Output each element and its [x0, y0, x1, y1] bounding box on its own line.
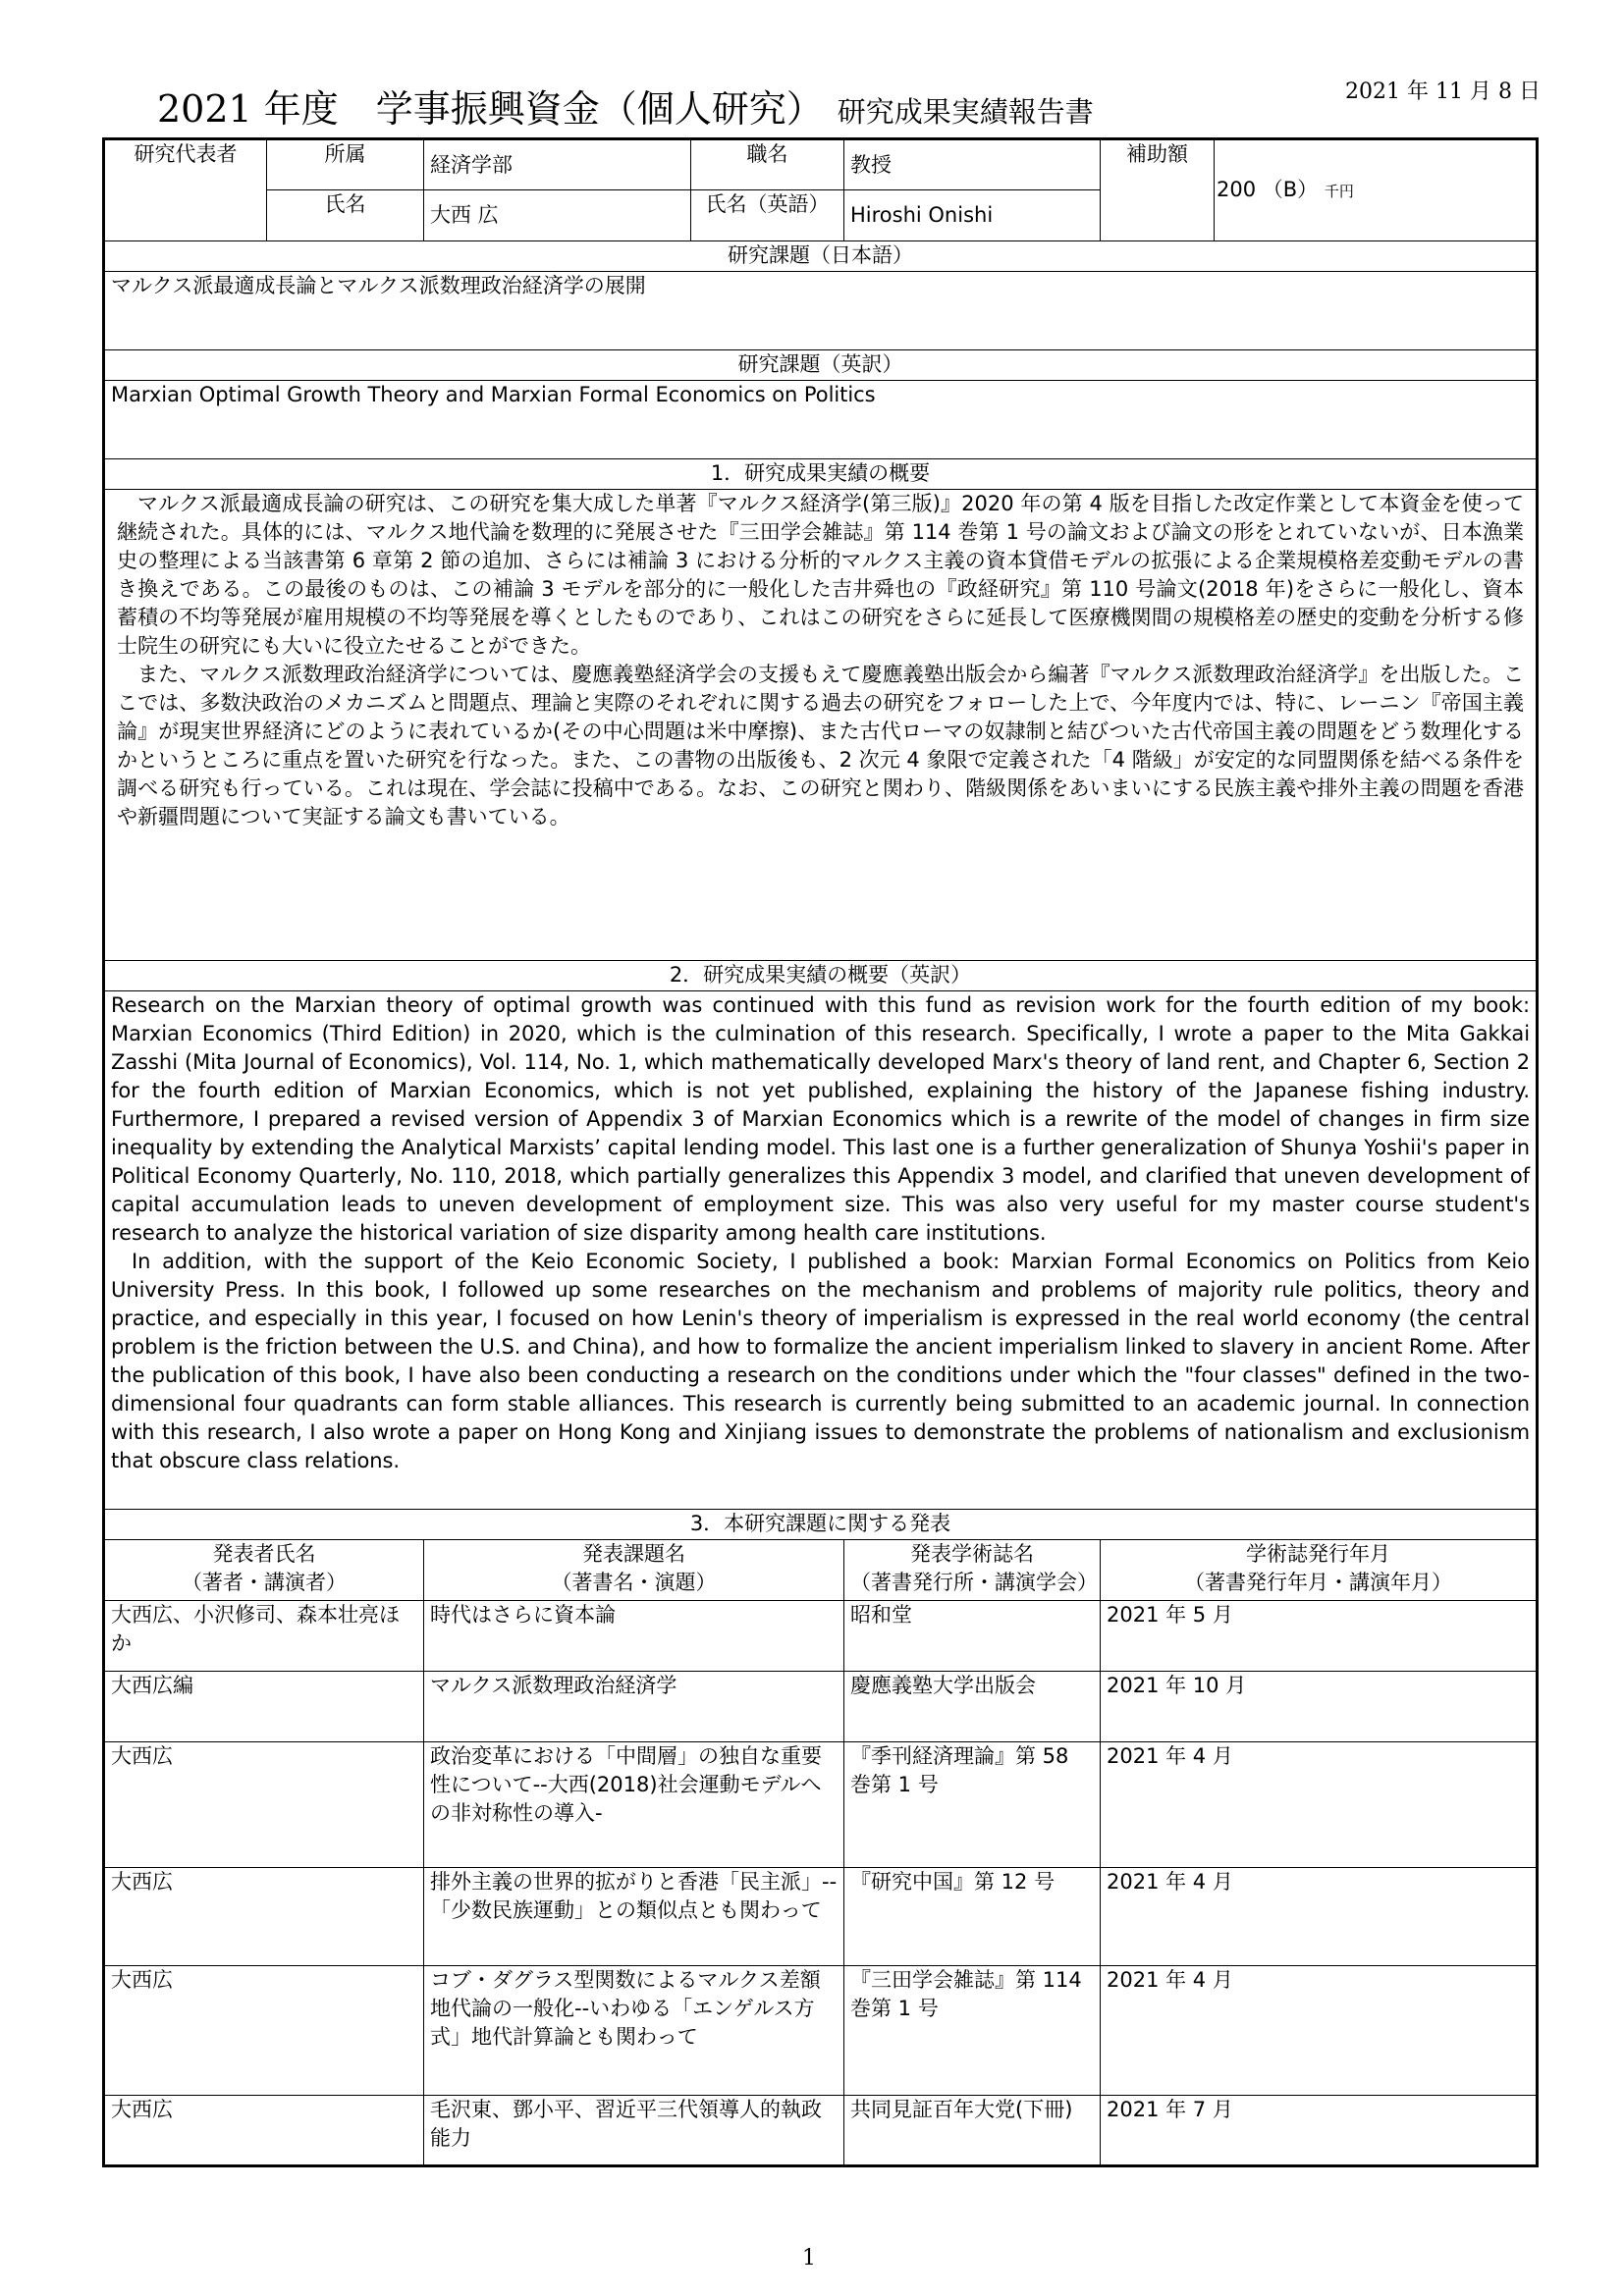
table-row — [104, 1966, 1538, 2096]
row-title: コブ・ダグラス型関数によるマルクス差額地代論の一般化--いわゆる「エンゲルス方式」地代計算論とも関わって — [424, 1966, 844, 2096]
row-author: 大西広 — [104, 1966, 424, 2096]
report-table — [102, 137, 1539, 2167]
row-publisher: 慶應義塾大学出版会 — [844, 1672, 1101, 1742]
report-date: 2021 年 11 月 8 日 — [1345, 80, 1541, 104]
summary-ja-header: 1．研究成果実績の概要 — [104, 459, 1538, 490]
topic-ja-text: マルクス派最適成長論とマルクス派数理政治経済学の展開 — [104, 272, 1538, 350]
row-publisher: 『季刊経済理論』第 58 巻第 1 号 — [844, 1742, 1101, 1868]
row-date: 2021 年 4 月 — [1101, 1966, 1538, 2096]
row-title: 時代はさらに資本論 — [424, 1601, 844, 1672]
row-date: 2021 年 4 月 — [1101, 1868, 1538, 1966]
row-title: マルクス派数理政治経済学 — [424, 1672, 844, 1742]
name-label: 氏名 — [267, 190, 424, 241]
row-publisher: 『研究中国』第 12 号 — [844, 1868, 1101, 1966]
position-label: 職名 — [691, 139, 844, 190]
name-en-value: Hiroshi Onishi — [844, 190, 1101, 241]
row-title: 排外主義の世界的拡がりと香港「民主派」--「少数民族運動」との類似点とも関わって — [424, 1868, 844, 1966]
summary-ja-paragraph-1: マルクス派最適成長論の研究は、この研究を集大成した単著『マルクス経済学(第三版)』2020 年の第 4 版を目指した改定作業として本資金を使って継続された。具体的には、マルクス地代論を数理的に発展させた『三田学会雑誌』第 114 巻第 1 号の論文および論文の形をとれていないが、日本漁業史の整理による当該書第 6 章第 2 節の追加、さらには補論 3 における分析的マルクス主義の資本貸借モデルの拡張による企業規模格差変動モデルの書き換えである。この最後のものは、この補論 3 モデルを部分的に一般化した吉井舜也の『政経研究』第 110 号論文(2018 年)をさらに一般化し、資本蓄積の不均等発展が雇用規模の不均等発展を導くとしたものであり、これはこの研究をさらに延長して医療機関間の規模格差の歴史的変動を分析する修士院生の研究にも大いに役立たせることができた。 — [117, 492, 1525, 658]
name-en-label: 氏名（英語） — [691, 190, 844, 241]
row-date: 2021 年 4 月 — [1101, 1742, 1538, 1868]
row-date: 2021 年 10 月 — [1101, 1672, 1538, 1742]
row-publisher: 『三田学会雑誌』第 114 巻第 1 号 — [844, 1966, 1101, 2096]
topic-en-header: 研究課題（英訳） — [104, 350, 1538, 381]
summary-en-body — [104, 991, 1538, 1510]
table-row — [104, 1672, 1538, 1742]
position-value: 教授 — [844, 139, 1101, 190]
row-author: 大西広編 — [104, 1672, 424, 1742]
row-author: 大西広 — [104, 1868, 424, 1966]
row-author: 大西広 — [104, 2096, 424, 2166]
row-date: 2021 年 7 月 — [1101, 2096, 1538, 2166]
topic-ja-header: 研究課題（日本語） — [104, 241, 1538, 272]
summary-en-paragraph-1: Research on the Marxian theory of optimal growth was continued with this fund as revision work for the fourth edition of my book: Marxian Economics (Third Edition) in 2020, which is the culmination of this research. Specifically, I wrote a paper to the Mita Gakkai Zasshi (Mita Journal of Economics), Vol. 114, No. 1, which mathematically developed Marx's theory of land rent, and Chapter 6, Section 2 for the fourth edition of Marxian Economics, which is not yet published, explaining the history of the Japanese fishing industry. Furthermore, I prepared a revised version of Appendix 3 of Marxian Economics which is a rewrite of the model of changes in firm size inequality by extending the Analytical Marxists’ capital lending model. This last one is a further generalization of Shunya Yoshii's paper in Political Economy Quarterly, No. 110, 2018, which partially generalizes this Appendix 3 model, and clarified that uneven development of capital accumulation leads to uneven development of employment size. This was also very useful for my master course student's research to analyze the historical variation of size disparity among health care institutions. — [111, 993, 1531, 1245]
page-title — [157, 79, 1094, 133]
representative-label: 研究代表者 — [104, 139, 267, 241]
row-author: 大西広 — [104, 1742, 424, 1868]
row-publisher: 共同見証百年大党(下冊) — [844, 2096, 1101, 2166]
table-row — [104, 1601, 1538, 1672]
col-author-header: 発表者氏名 （著者・講演者） — [104, 1540, 424, 1601]
summary-en-header: 2．研究成果実績の概要（英訳） — [104, 961, 1538, 991]
title-sub: 研究成果実績報告書 — [837, 95, 1094, 129]
col-date-header: 学術誌発行年月 （著書発行年月・講演年月） — [1101, 1540, 1538, 1601]
table-row — [104, 1868, 1538, 1966]
title-main: 2021 年度 学事振興資金（個人研究） — [157, 87, 824, 131]
grant-label: 補助額 — [1101, 139, 1215, 241]
table-row — [104, 1742, 1538, 1868]
presentations-header: 3．本研究課題に関する発表 — [104, 1510, 1538, 1540]
grant-unit: 千円 — [1324, 182, 1354, 200]
row-publisher: 昭和堂 — [844, 1601, 1101, 1672]
name-value: 大西 広 — [424, 190, 691, 241]
affiliation-label: 所属 — [267, 139, 424, 190]
summary-ja-paragraph-2: また、マルクス派数理政治経済学については、慶應義塾経済学会の支援もえて慶應義塾出版会から編著『マルクス派数理政治経済学』を出版した。ここでは、多数決政治のメカニズムと問題点、理論と実際のそれぞれに関する過去の研究をフォローした上で、今年度内では、特に、レーニン『帝国主義論』が現実世界経済にどのように表れているか(その中心問題は米中摩擦)、また古代ローマの奴隷制と結びついた古代帝国主義の問題をどう数理化するかというところに重点を置いた研究を行なった。また、この書物の出版後も、2 次元 4 象限で定義された「4 階級」が安定的な同盟関係を結べる条件を調べる研究も行っている。これは現在、学会誌に投稿中である。なお、この研究と関わり、階級関係をあいまいにする民族主義や排外主義の問題を香港や新疆問題について実証する論文も書いている。 — [117, 663, 1525, 828]
affiliation-value: 経済学部 — [424, 139, 691, 190]
row-title: 毛沢東、鄧小平、習近平三代領導人的執政能力 — [424, 2096, 844, 2166]
grant-value: 200 （B） 千円 — [1215, 139, 1538, 241]
col-title-header: 発表課題名 （著書名・演題） — [424, 1540, 844, 1601]
page-number: 1 — [802, 2246, 816, 2270]
topic-en-text: Marxian Optimal Growth Theory and Marxian Formal Economics on Politics — [104, 381, 1538, 459]
row-title: 政治変革における「中間層」の独自な重要性について--大西(2018)社会運動モデルへの非対称性の導入- — [424, 1742, 844, 1868]
summary-en-paragraph-2: In addition, with the support of the Keio Economic Society, I published a book: Marxian Formal Economics on Politics from Keio University Press. In this book, I followed up some researches on the mechanism and problems of majority rule politics, theory and practice, and especially in this year, I focused on how Lenin's theory of imperialism is expressed in the real world economy (the central problem is the friction between the U.S. and China), and how to formalize the ancient imperialism linked to slavery in ancient Rome. After the publication of this book, I have also been conducting a research on the conditions under which the "four classes" defined in the two-dimensional four quadrants can form stable alliances. This research is currently being submitted to an academic journal. In connection with this research, I also wrote a paper on Hong Kong and Xinjiang issues to demonstrate the problems of nationalism and exclusionism that obscure class relations. — [111, 1250, 1531, 1472]
table-row — [104, 2096, 1538, 2166]
col-publisher-header: 発表学術誌名 （著書発行所・講演学会） — [844, 1540, 1101, 1601]
summary-ja-body — [104, 490, 1538, 961]
row-author: 大西広、小沢修司、森本壮亮ほか — [104, 1601, 424, 1672]
row-date: 2021 年 5 月 — [1101, 1601, 1538, 1672]
